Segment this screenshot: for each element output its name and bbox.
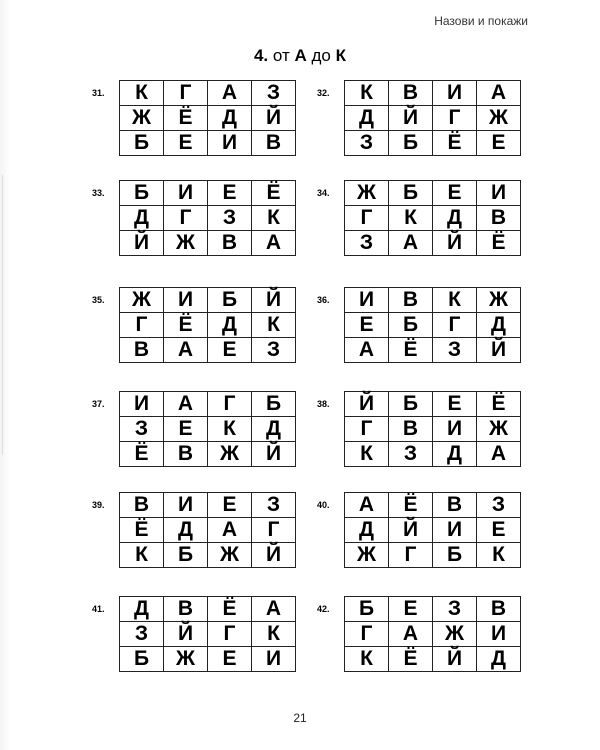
letter-cell: В — [389, 417, 433, 442]
letter-cell: З — [252, 338, 296, 363]
exercise-number: 42. — [317, 604, 330, 614]
letter-cell: Г — [389, 543, 433, 568]
letter-cell: Е — [477, 518, 521, 543]
letter-cell: З — [208, 206, 252, 231]
letter-cell: Ё — [477, 231, 521, 256]
letter-cell: З — [389, 442, 433, 467]
letter-cell: К — [208, 417, 252, 442]
letter-cell: В — [433, 493, 477, 518]
letter-cell: В — [120, 493, 164, 518]
letter-cell: Д — [164, 518, 208, 543]
letter-table — [344, 391, 521, 467]
letter-cell: Й — [477, 338, 521, 363]
exercise-number: 41. — [92, 604, 105, 614]
letter-cell: А — [345, 493, 389, 518]
exercise-grid — [92, 80, 296, 156]
letter-cell: Ё — [389, 647, 433, 672]
letter-row — [345, 206, 521, 231]
letter-cell: Ё — [164, 106, 208, 131]
letter-cell: Б — [164, 543, 208, 568]
letter-row — [120, 647, 296, 672]
letter-cell: И — [164, 493, 208, 518]
letter-table — [119, 180, 296, 256]
exercise-number: 37. — [92, 399, 105, 409]
letter-cell: Ж — [477, 417, 521, 442]
letter-cell: Ё — [208, 597, 252, 622]
letter-cell: Д — [433, 442, 477, 467]
section-from-letter: А — [294, 46, 307, 65]
letter-cell: Б — [120, 131, 164, 156]
letter-cell: Б — [345, 597, 389, 622]
letter-cell: Б — [389, 313, 433, 338]
letter-cell: А — [345, 338, 389, 363]
letter-cell: Д — [345, 106, 389, 131]
letter-cell: З — [345, 131, 389, 156]
letter-cell: Г — [345, 206, 389, 231]
letter-cell: А — [164, 392, 208, 417]
letter-row — [345, 231, 521, 256]
letter-cell: И — [477, 181, 521, 206]
exercise-number: 36. — [317, 295, 330, 305]
letter-row — [120, 442, 296, 467]
exercise-grid — [317, 180, 521, 256]
letter-table — [119, 287, 296, 363]
letter-row — [345, 338, 521, 363]
letter-cell: Б — [252, 392, 296, 417]
letter-row — [120, 231, 296, 256]
letter-cell: К — [345, 442, 389, 467]
letter-cell: В — [164, 442, 208, 467]
page-number: 21 — [293, 711, 307, 725]
exercise-number: 38. — [317, 399, 330, 409]
letter-cell: Д — [477, 647, 521, 672]
letter-row — [345, 518, 521, 543]
letter-cell: Й — [433, 647, 477, 672]
letter-cell: Е — [208, 647, 252, 672]
letter-cell: Й — [164, 622, 208, 647]
letter-cell: К — [477, 543, 521, 568]
letter-row — [345, 597, 521, 622]
exercise-number: 34. — [317, 188, 330, 198]
letter-cell: Ё — [389, 493, 433, 518]
letter-row — [120, 518, 296, 543]
letter-cell: Е — [433, 181, 477, 206]
letter-row — [120, 392, 296, 417]
letter-table — [344, 180, 521, 256]
letter-cell: В — [477, 206, 521, 231]
letter-cell: Б — [389, 131, 433, 156]
letter-cell: К — [433, 288, 477, 313]
letter-cell: З — [433, 338, 477, 363]
letter-cell: Д — [208, 106, 252, 131]
letter-cell: Е — [208, 493, 252, 518]
letter-cell: Г — [208, 622, 252, 647]
letter-row — [345, 288, 521, 313]
letter-cell: Д — [433, 206, 477, 231]
letter-cell: Ё — [120, 442, 164, 467]
letter-cell: Д — [252, 417, 296, 442]
letter-cell: З — [120, 622, 164, 647]
letter-cell: Е — [164, 131, 208, 156]
letter-cell: Г — [433, 313, 477, 338]
letter-cell: Д — [345, 518, 389, 543]
exercise-number: 40. — [317, 500, 330, 510]
letter-cell: И — [477, 622, 521, 647]
letter-cell: Ж — [208, 543, 252, 568]
letter-cell: Ё — [252, 181, 296, 206]
letter-cell: З — [252, 493, 296, 518]
letter-cell: Е — [389, 597, 433, 622]
letter-cell: Д — [120, 597, 164, 622]
letter-cell: А — [252, 231, 296, 256]
letter-row — [345, 131, 521, 156]
letter-cell: Й — [389, 106, 433, 131]
letter-cell: Й — [120, 231, 164, 256]
exercise-grid — [317, 287, 521, 363]
letter-row — [345, 493, 521, 518]
letter-cell: Е — [345, 313, 389, 338]
letter-table — [119, 596, 296, 672]
exercise-number: 35. — [92, 295, 105, 305]
letter-cell: В — [252, 131, 296, 156]
letter-cell: В — [389, 288, 433, 313]
letter-row — [120, 417, 296, 442]
letter-cell: Б — [389, 181, 433, 206]
letter-cell: З — [345, 231, 389, 256]
letter-row — [345, 81, 521, 106]
letter-cell: Е — [477, 131, 521, 156]
letter-cell: К — [389, 206, 433, 231]
page-edge-line — [2, 175, 3, 455]
letter-cell: А — [389, 622, 433, 647]
letter-row — [120, 597, 296, 622]
letter-row — [120, 622, 296, 647]
letter-cell: Б — [208, 288, 252, 313]
letter-cell: И — [433, 417, 477, 442]
exercise-number: 39. — [92, 500, 105, 510]
letter-cell: Й — [389, 518, 433, 543]
letter-cell: Й — [345, 392, 389, 417]
letter-cell: К — [252, 206, 296, 231]
letter-cell: Ж — [164, 231, 208, 256]
letter-row — [345, 313, 521, 338]
letter-cell: Ж — [208, 442, 252, 467]
letter-table — [119, 492, 296, 568]
exercise-grid — [317, 80, 521, 156]
letter-cell: Ё — [120, 518, 164, 543]
letter-cell: Ё — [477, 392, 521, 417]
letter-cell: Е — [208, 338, 252, 363]
letter-cell: Ж — [477, 106, 521, 131]
letter-cell: В — [389, 81, 433, 106]
letter-cell: И — [120, 392, 164, 417]
letter-cell: Б — [120, 647, 164, 672]
letter-cell: Й — [252, 442, 296, 467]
letter-cell: Ж — [433, 622, 477, 647]
section-middle-word: до — [311, 46, 331, 65]
letter-cell: К — [345, 647, 389, 672]
section-to-letter: К — [335, 46, 347, 65]
letter-cell: И — [252, 647, 296, 672]
exercise-grid — [92, 287, 296, 363]
letter-table — [119, 391, 296, 467]
letter-table — [119, 80, 296, 156]
letter-table — [344, 596, 521, 672]
letter-cell: З — [252, 81, 296, 106]
letter-cell: Е — [164, 417, 208, 442]
letter-table — [344, 492, 521, 568]
letter-cell: К — [345, 81, 389, 106]
letter-row — [120, 81, 296, 106]
section-prefix: от — [272, 46, 290, 65]
letter-row — [345, 181, 521, 206]
letter-cell: А — [477, 442, 521, 467]
letter-row — [345, 622, 521, 647]
letter-cell: Б — [389, 392, 433, 417]
letter-cell: Й — [252, 288, 296, 313]
letter-row — [120, 131, 296, 156]
letter-row — [120, 106, 296, 131]
letter-row — [120, 288, 296, 313]
letter-row — [345, 106, 521, 131]
exercise-grid — [92, 596, 296, 672]
letter-cell: Ж — [345, 181, 389, 206]
letter-cell: И — [208, 131, 252, 156]
letter-row — [120, 493, 296, 518]
letter-cell: И — [164, 288, 208, 313]
exercise-number: 33. — [92, 188, 105, 198]
letter-cell: Д — [477, 313, 521, 338]
letter-row — [345, 442, 521, 467]
letter-cell: Г — [433, 106, 477, 131]
letter-cell: Е — [208, 181, 252, 206]
letter-row — [120, 181, 296, 206]
exercise-grid — [92, 391, 296, 467]
letter-row — [345, 392, 521, 417]
letter-cell: Й — [252, 543, 296, 568]
letter-cell: К — [252, 313, 296, 338]
letter-cell: Ё — [164, 313, 208, 338]
letter-cell: А — [477, 81, 521, 106]
exercise-grid — [317, 391, 521, 467]
letter-cell: В — [477, 597, 521, 622]
exercise-grid — [317, 492, 521, 568]
letter-cell: Й — [252, 106, 296, 131]
letter-cell: Г — [345, 417, 389, 442]
exercise-number: 31. — [92, 88, 105, 98]
running-header: Назови и покажи — [434, 14, 528, 28]
letter-row — [120, 543, 296, 568]
letter-cell: К — [120, 81, 164, 106]
letter-row — [120, 338, 296, 363]
letter-table — [344, 287, 521, 363]
exercise-grid — [92, 492, 296, 568]
letter-cell: Г — [252, 518, 296, 543]
letter-row — [345, 647, 521, 672]
letter-cell: И — [164, 181, 208, 206]
letter-cell: З — [433, 597, 477, 622]
letter-cell: Ё — [389, 338, 433, 363]
letter-cell: Г — [345, 622, 389, 647]
letter-row — [345, 417, 521, 442]
letter-cell: В — [208, 231, 252, 256]
exercise-grid — [92, 180, 296, 256]
letter-cell: З — [477, 493, 521, 518]
letter-row — [120, 313, 296, 338]
letter-cell: И — [345, 288, 389, 313]
letter-cell: Ж — [120, 288, 164, 313]
letter-cell: Г — [208, 392, 252, 417]
letter-cell: А — [252, 597, 296, 622]
letter-cell: И — [433, 518, 477, 543]
letter-cell: Г — [120, 313, 164, 338]
letter-table — [344, 80, 521, 156]
section-title — [0, 46, 600, 66]
letter-cell: А — [164, 338, 208, 363]
letter-cell: Г — [164, 206, 208, 231]
letter-cell: А — [389, 231, 433, 256]
letter-cell: Б — [120, 181, 164, 206]
letter-cell: З — [120, 417, 164, 442]
letter-cell: А — [208, 518, 252, 543]
letter-cell: И — [433, 81, 477, 106]
letter-cell: Д — [120, 206, 164, 231]
letter-cell: К — [252, 622, 296, 647]
exercise-number: 32. — [317, 88, 330, 98]
exercise-grid — [317, 596, 521, 672]
letter-cell: Б — [433, 543, 477, 568]
letter-cell: Ж — [477, 288, 521, 313]
letter-cell: Ж — [164, 647, 208, 672]
letter-cell: К — [120, 543, 164, 568]
letter-cell: Ё — [433, 131, 477, 156]
letter-cell: В — [120, 338, 164, 363]
section-number: 4. — [253, 46, 269, 65]
letter-cell: В — [164, 597, 208, 622]
letter-row — [345, 543, 521, 568]
letter-cell: Е — [433, 392, 477, 417]
letter-row — [120, 206, 296, 231]
letter-cell: Г — [164, 81, 208, 106]
letter-cell: Д — [208, 313, 252, 338]
letter-cell: Ж — [120, 106, 164, 131]
letter-cell: Й — [433, 231, 477, 256]
letter-cell: Ж — [345, 543, 389, 568]
letter-cell: А — [208, 81, 252, 106]
